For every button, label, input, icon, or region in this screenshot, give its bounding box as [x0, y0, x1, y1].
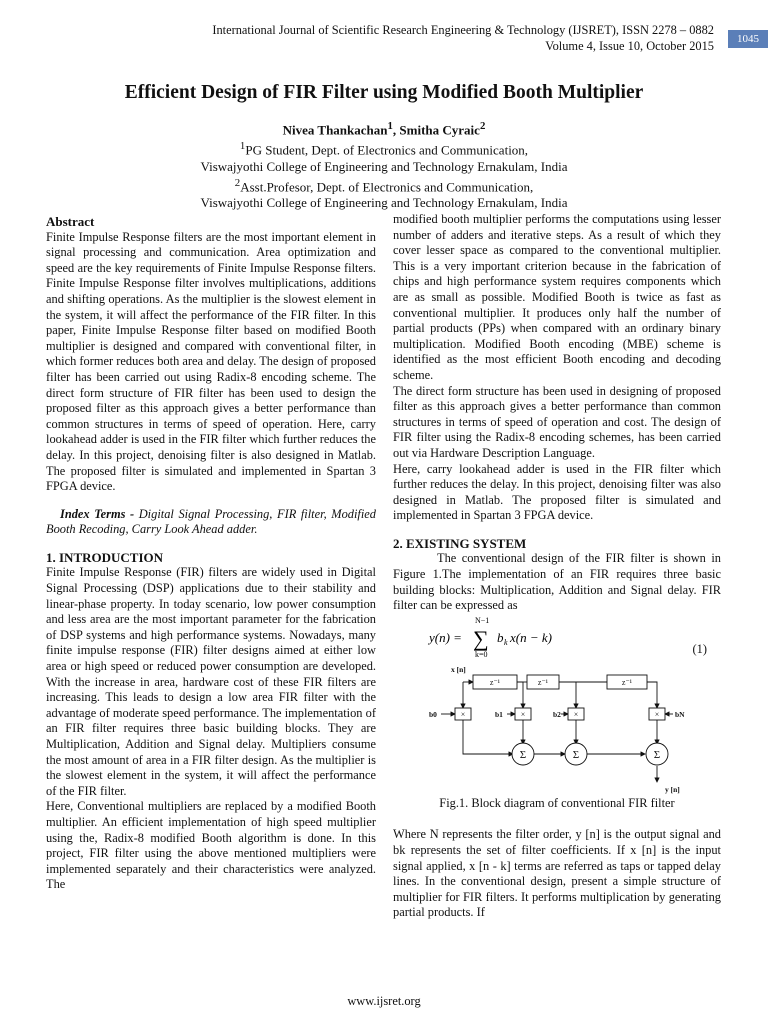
eq-sum: ∑ — [473, 625, 489, 651]
affiliation-2 — [0, 175, 768, 195]
equation-number: (1) — [692, 641, 707, 656]
delay-label-2: z⁻¹ — [537, 677, 549, 687]
intro-heading: 1. INTRODUCTION — [46, 549, 164, 565]
page-number-badge: 1045 — [728, 30, 768, 48]
coef-label-2: b2 — [553, 709, 561, 719]
author-1-sup: 1 — [387, 120, 393, 132]
equation-svg — [393, 614, 721, 658]
volume-info: Volume 4, Issue 10, October 2015 — [545, 39, 714, 53]
aff-2-sup: 2 — [234, 176, 241, 189]
author-2: , Smitha Cyraic — [392, 122, 480, 138]
fir-block-diagram — [393, 658, 721, 794]
right-paragraph-2: The direct form structure has been used in designing of proposed filter as this approach gives a better performance than common structures in terms of speed of operation and cost. The design of FIR filter using the Radix-8 encoding schemes, has been carried out via Hardware Description Language. — [393, 383, 721, 460]
journal-name: International Journal of Scientific Research Engineering & Technology (IJSRET), ISSN 2278 – 0882 — [212, 23, 714, 37]
eq-rest: x(n − k) — [510, 629, 552, 645]
eq-lower: k=0 — [475, 649, 488, 658]
aff-1-text: PG Student, Dept. of Electronics and Communication, — [245, 142, 529, 158]
eq-sub: k — [504, 637, 508, 647]
author-names — [0, 118, 768, 138]
index-terms-label: Index Terms - — [60, 506, 135, 521]
coef-label-0: b0 — [429, 709, 437, 719]
existing-heading: 2. EXISTING SYSTEM — [393, 535, 527, 551]
adder-label-2: Σ — [572, 748, 580, 761]
affiliation-1 — [0, 138, 768, 158]
aff-2-text: Asst.Profesor, Dept. of Electronics and Communication, — [240, 178, 534, 194]
coef-label-n: bN — [675, 709, 685, 719]
intro-paragraph-2: Here, Conventional multipliers are replaced by a modified Booth multiplier. An efficient implementation of high speed multiplier using the, Radix-8 modified Booth algorithm is done. In this project, FIR filter using the above mentioned multipliers were implemented separately and their characteristics were analyzed. The — [46, 799, 376, 892]
left-column — [46, 214, 376, 893]
existing-paragraph-1: The conventional design of the FIR filter is shown in Figure 1.The implementation of an FIR requires three basic building blocks: Multiplication, Addition and Signal delay. FIR filter can be expressed as — [393, 551, 721, 613]
mult-label-1: × — [520, 709, 526, 719]
abstract-text: Finite Impulse Response filters are the most important element in signal processing and communication. Area optimization and speed are the key requirements of Finite Impulse Response filters. Finite Impulse Response filter involves multiplications, additions and shifting operations. As the multiplier is the slowest element in the system, it will affect the performance of the FIR filter. In this paper, Finite Impulse Response filter based on modified Booth multiplier is designed and compared with conventional filter, in which former reduces both area and delay. The design of proposed filter has been carried out using Radix-8 encoding scheme. The direct form structure of FIR filter has been used to design the proposed filter as this approach gives a better performance than common structures in terms of speed of operation. Here, carry lookahead adder is used in the FIR filter which further reduces the delay. In this project, denoising filter is also designed in Matlab. The proposed filter is simulated and implemented in Spartan 3 FPGA device. — [46, 229, 376, 494]
mult-label-0: × — [460, 709, 466, 719]
right-paragraph-3: Here, carry lookahead adder is used in the FIR filter which further reduces the delay. In this project, denoising filter was also designed in Matlab. The proposed filter is simulated and implemented in Spartan 3 FPGA device. — [393, 461, 721, 523]
paper-title: Efficient Design of FIR Filter using Modified Booth Multiplier — [124, 82, 644, 103]
figure-caption: Fig.1. Block diagram of conventional FIR filter — [439, 795, 675, 810]
mult-label-n: × — [654, 709, 660, 719]
existing-paragraph-2: Where N represents the filter order, y [n] is the output signal and bk represents the set of filter coefficients. If x [n] is the input signal applied, x [n - k] terms are referred as taps or tapped delay lines. In the conventional design, present a simple structure of multiplier for FIR filters. It performs multiplication by generating partial products. If — [393, 827, 721, 920]
author-block — [0, 118, 768, 211]
equation-1 — [393, 614, 721, 658]
delay-label-1: z⁻¹ — [489, 677, 501, 687]
adder-label-n: Σ — [653, 748, 661, 761]
adder-label-1: Σ — [519, 748, 527, 761]
affiliation-1-college: Viswajyothi College of Engineering and Technology Ernakulam, India — [200, 158, 568, 174]
eq-lhs: y(n) = — [429, 629, 462, 645]
intro-paragraph-1: Finite Impulse Response (FIR) filters are widely used in Digital Signal Processing (DSP) applications due to their stability and linear-phase property. In today scenario, low power consumption and less area are the most important parameter for the fabrication of DSP systems and high performance systems. Nowadays, many finite impulse response (FIR) filter designs aimed at either low area or high speed or reduced power consumption are developed. With the increase in area, hardware cost of these FIR filters are increasing. This leads to design a low area FIR filter with the advantage of moderate speed performance. The implementation of an FIR filter requires three basic building blocks. They are Multiplication, Addition and Signal delay. Multipliers consume the most amount of area in a FIR filter design. As the multiplier is the slowest element in the system, it will affect the performance of the FIR filter. — [46, 565, 376, 798]
index-terms-text: Digital Signal Processing, FIR filter, Modified Booth Recoding, Carry Look Ahead adder. — [46, 506, 377, 537]
page-header — [212, 22, 714, 54]
footer-url: www.ijsret.org — [347, 994, 421, 1008]
eq-term: b — [497, 629, 504, 645]
abstract-heading: Abstract — [46, 214, 95, 229]
delay-label-3: z⁻¹ — [621, 677, 633, 687]
input-label: x [n] — [451, 664, 466, 674]
right-column — [393, 212, 721, 921]
author-1: Nivea Thankachan — [282, 122, 388, 138]
author-2-sup: 2 — [479, 120, 486, 132]
mult-label-2: × — [573, 709, 579, 719]
output-label: y [n] — [665, 784, 680, 794]
eq-upper: N−1 — [475, 615, 490, 625]
index-terms — [46, 507, 376, 538]
right-paragraph-1: modified booth multiplier performs the computations using lesser number of adders and iterative steps. As a result of which they cover lesser space as compared to the conventional multiplier. This is a very important criterion because in the fabrication of chips and high performance system requires components which are as small as possible. Modified Booth is twice as fast as conventional multiplier. It produces only half the number of partial products (PPs) when compared with an ordinary binary multiplication. Modified Booth encoding (MBE) scheme is identified as the most efficient Booth encoding and decoding scheme. — [393, 212, 721, 382]
aff-1-sup: 1 — [239, 140, 246, 153]
coef-label-1: b1 — [495, 709, 503, 719]
affiliation-2-college: Viswajyothi College of Engineering and Technology Ernakulam, India — [200, 194, 568, 210]
